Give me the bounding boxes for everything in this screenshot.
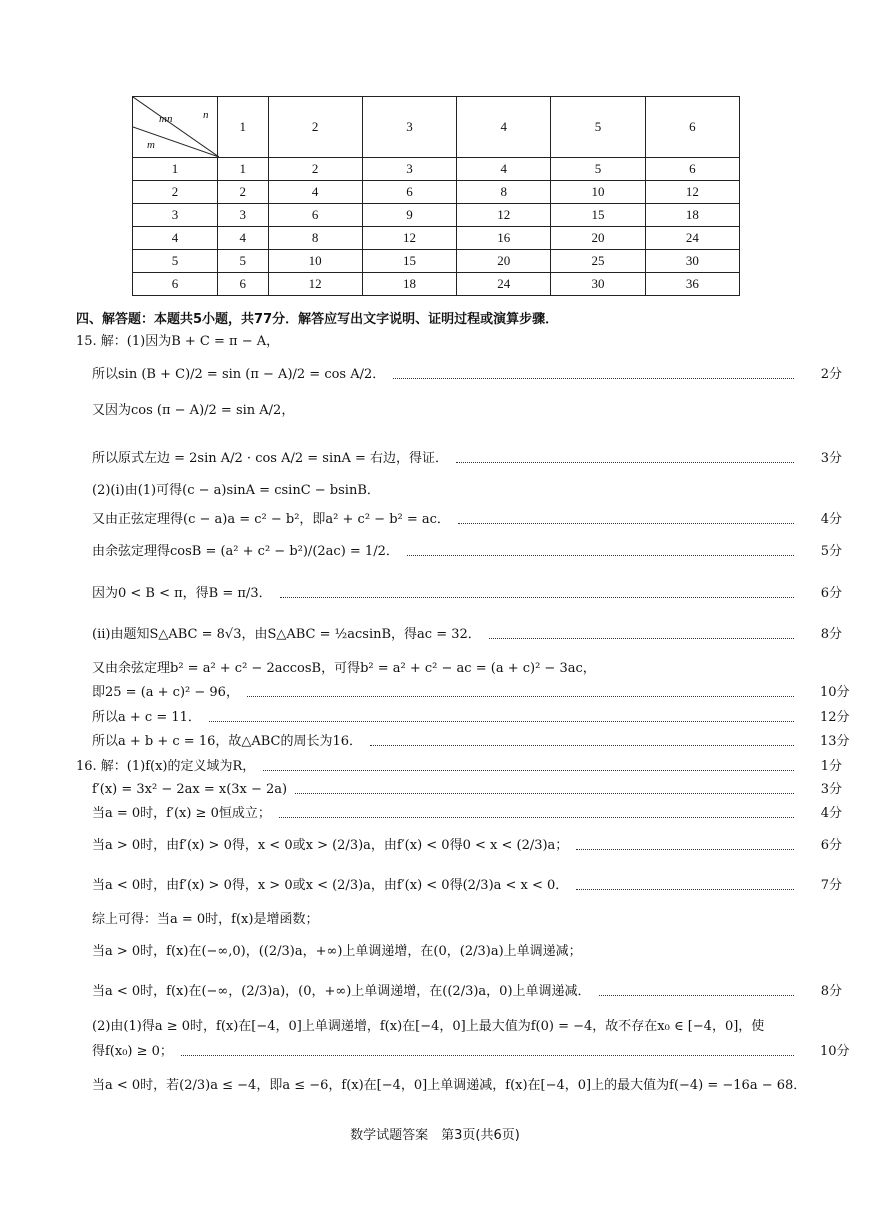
solution-line <box>92 660 798 678</box>
score-label: 2分 <box>820 367 842 382</box>
row-header-cell: 4 <box>133 227 218 250</box>
diagonal-lines <box>133 97 219 157</box>
table-header-row <box>133 97 740 158</box>
row-header-cell: 2 <box>133 181 218 204</box>
leader-dots <box>295 793 794 794</box>
table-cell: 3 <box>218 204 269 227</box>
line-text: 当a < 0时，由f′(x) > 0得，x > 0或x < (2/3)a，由f′(x) < 0得(2/3)a < x < 0． <box>92 878 569 893</box>
solution-line <box>92 366 842 384</box>
table-cell: 2 <box>268 158 362 181</box>
table-cell: 12 <box>362 227 456 250</box>
solution-line <box>92 684 850 702</box>
table-cell: 18 <box>362 273 456 296</box>
score-label: 6分 <box>820 586 842 601</box>
solution-line <box>92 543 842 561</box>
solution-line <box>92 626 842 644</box>
table-cell: 10 <box>551 181 645 204</box>
table-cell: 1 <box>218 158 269 181</box>
line-text: 因为0 < B < π，得B = π/3． <box>92 586 272 601</box>
line-text: 又由正弦定理得(c − a)a = c² − b²，即a² + c² − b² = ac． <box>92 512 450 527</box>
solution-line <box>92 585 842 603</box>
header-cell: 4 <box>457 97 551 158</box>
table-cell: 12 <box>457 204 551 227</box>
score-label: 13分 <box>820 734 850 749</box>
leader-dots <box>599 995 794 996</box>
line-text: 当a > 0时，由f′(x) > 0得，x < 0或x > (2/3)a，由f′(x) < 0得0 < x < (2/3)a； <box>92 838 569 853</box>
line-text: (ⅱ)由题知S△ABC = 8√3，由S△ABC = ½acsinB，得ac = 32． <box>92 627 481 642</box>
line-text: (2)(ⅰ)由(1)可得(c − a)sinA = csinC − bsinB． <box>92 483 380 498</box>
leader-dots <box>209 721 794 722</box>
table-cell: 25 <box>551 250 645 273</box>
table-row <box>133 250 740 273</box>
table-cell: 24 <box>645 227 739 250</box>
line-text: 16. 解：(1)f(x)的定义域为R， <box>76 759 256 774</box>
table-cell: 12 <box>268 273 362 296</box>
leader-dots <box>279 817 794 818</box>
leader-dots <box>576 889 794 890</box>
table-cell: 15 <box>362 250 456 273</box>
line-text: 由余弦定理得cosB = (a² + c² − b²)/(2ac) = 1/2． <box>92 544 399 559</box>
leader-dots <box>263 770 794 771</box>
table-cell: 8 <box>457 181 551 204</box>
line-text: 当a = 0时，f′(x) ≥ 0恒成立； <box>92 806 271 821</box>
corner-label-mn: mn <box>159 113 173 125</box>
table-cell: 9 <box>362 204 456 227</box>
solution-line <box>76 333 798 351</box>
table-cell: 3 <box>362 158 456 181</box>
leader-dots <box>456 462 794 463</box>
line-text: 当a < 0时，f(x)在(−∞，(2/3)a)，(0，+∞)上单调递增，在((2/3)a，0)上单调递减． <box>92 984 591 999</box>
line-text: 所以原式左边 = 2sin A/2 · cos A/2 = sinA = 右边，得证． <box>92 451 449 466</box>
table-row <box>133 204 740 227</box>
solution-line <box>92 482 798 500</box>
table-cell: 4 <box>457 158 551 181</box>
corner-label-n: n <box>203 109 209 121</box>
score-label: 3分 <box>820 451 842 466</box>
line-text: 所以a + b + c = 16，故△ABC的周长为16． <box>92 734 363 749</box>
leader-dots <box>407 555 794 556</box>
table-row <box>133 158 740 181</box>
solution-line <box>92 781 842 799</box>
corner-label-m: m <box>147 139 155 151</box>
solution-line <box>92 709 850 727</box>
table-body <box>133 158 740 296</box>
table-cell: 20 <box>457 250 551 273</box>
solution-line <box>92 805 842 823</box>
solution-line <box>92 943 798 961</box>
score-label: 4分 <box>820 806 842 821</box>
table-row <box>133 227 740 250</box>
row-header-cell: 5 <box>133 250 218 273</box>
table-cell: 4 <box>268 181 362 204</box>
leader-dots <box>181 1055 794 1056</box>
line-text: 综上可得：当a = 0时，f(x)是增函数； <box>92 912 319 927</box>
table-cell: 8 <box>268 227 362 250</box>
score-label: 7分 <box>820 878 842 893</box>
table-cell: 5 <box>551 158 645 181</box>
leader-dots <box>370 745 794 746</box>
score-label: 10分 <box>820 685 850 700</box>
solution-line <box>92 511 842 529</box>
table-cell: 10 <box>268 250 362 273</box>
solution-line <box>92 1018 798 1036</box>
header-cell: 5 <box>551 97 645 158</box>
leader-dots <box>458 523 794 524</box>
table-cell: 18 <box>645 204 739 227</box>
table-cell: 16 <box>457 227 551 250</box>
table-corner-cell <box>133 97 218 158</box>
table-row <box>133 181 740 204</box>
score-label: 10分 <box>820 1044 850 1059</box>
line-text: 当a < 0时，若(2/3)a ≤ −4，即a ≤ −6，f(x)在[−4，0]上单调递减，f(x)在[−4，0]上的最大值为f(−4) = −16a − 68． <box>92 1078 807 1093</box>
leader-dots <box>576 849 794 850</box>
score-label: 6分 <box>820 838 842 853</box>
line-text: 即25 = (a + c)² − 96， <box>92 685 239 700</box>
row-header-cell: 3 <box>133 204 218 227</box>
line-text: 又因为cos (π − A)/2 = sin A/2， <box>92 403 295 418</box>
table-row <box>133 273 740 296</box>
leader-dots <box>280 597 794 598</box>
score-label: 8分 <box>820 984 842 999</box>
solution-line <box>92 450 842 468</box>
solution-line <box>92 1077 807 1095</box>
score-label: 3分 <box>820 782 842 797</box>
table-cell: 12 <box>645 181 739 204</box>
table-cell: 15 <box>551 204 645 227</box>
table-cell: 2 <box>218 181 269 204</box>
line-text: (2)由(1)得a ≥ 0时，f(x)在[−4，0]上单调递增，f(x)在[−4，0]上最大值为f(0) = −4，故不存在x₀ ∈ [−4，0]，使 <box>92 1019 765 1034</box>
solution-line <box>92 877 842 895</box>
leader-dots <box>247 696 794 697</box>
header-cell: 2 <box>268 97 362 158</box>
section-title: 四、解答题：本题共5小题，共77分．解答应写出文字说明、证明过程或演算步骤． <box>76 312 559 327</box>
table-cell: 6 <box>362 181 456 204</box>
leader-dots <box>393 378 794 379</box>
table-cell: 4 <box>218 227 269 250</box>
solution-line <box>76 758 842 776</box>
row-header-cell: 1 <box>133 158 218 181</box>
table-cell: 30 <box>645 250 739 273</box>
solution-line <box>92 837 842 855</box>
line-text: f′(x) = 3x² − 2ax = x(3x − 2a) <box>92 782 288 797</box>
solution-line <box>92 733 850 751</box>
line-text: 又由余弦定理b² = a² + c² − 2accosB，可得b² = a² + c² − ac = (a + c)² − 3ac， <box>92 661 596 676</box>
table-cell: 20 <box>551 227 645 250</box>
solution-line <box>92 983 842 1001</box>
page-footer: 数学试题答案 第3页(共6页) <box>350 1128 520 1143</box>
table-cell: 24 <box>457 273 551 296</box>
line-text: 15. 解：(1)因为B + C = π − A， <box>76 334 280 349</box>
table-cell: 6 <box>645 158 739 181</box>
score-label: 1分 <box>820 759 842 774</box>
table-cell: 30 <box>551 273 645 296</box>
score-label: 12分 <box>820 710 850 725</box>
score-label: 8分 <box>820 627 842 642</box>
table-cell: 6 <box>268 204 362 227</box>
line-text: 所以sin (B + C)/2 = sin (π − A)/2 = cos A/2． <box>92 367 386 382</box>
solution-line <box>92 402 798 420</box>
header-cell: 1 <box>218 97 269 158</box>
table-cell: 36 <box>645 273 739 296</box>
multiplication-table <box>132 96 740 296</box>
row-header-cell: 6 <box>133 273 218 296</box>
line-text: 所以a + c = 11． <box>92 710 201 725</box>
table-cell: 5 <box>218 250 269 273</box>
table-cell: 6 <box>218 273 269 296</box>
solution-line <box>92 911 798 929</box>
line-text: 当a > 0时，f(x)在(−∞,0)，((2/3)a，+∞)上单调递增，在(0，(2/3)a)上单调递减； <box>92 944 582 959</box>
header-cell: 3 <box>362 97 456 158</box>
score-label: 4分 <box>820 512 842 527</box>
header-cell: 6 <box>645 97 739 158</box>
solution-line <box>92 1043 850 1061</box>
leader-dots <box>489 638 794 639</box>
score-label: 5分 <box>820 544 842 559</box>
line-text: 得f(x₀) ≥ 0； <box>92 1044 173 1059</box>
